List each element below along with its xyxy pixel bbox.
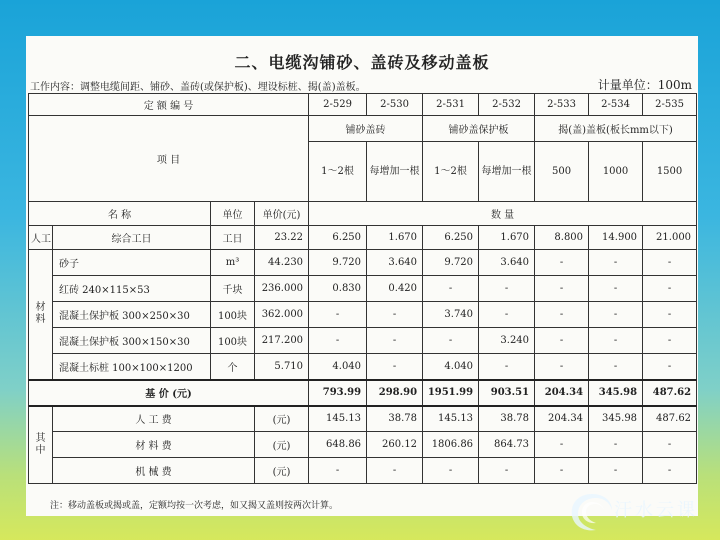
value-cell: 1.670: [367, 226, 423, 250]
value-cell: 487.62: [643, 380, 697, 406]
value-cell: -: [643, 432, 697, 458]
subhead-cell: 每增加一根: [479, 142, 535, 202]
cost-unit: (元): [255, 458, 309, 484]
code-cell: 2-532: [479, 94, 535, 116]
labor-price: 23.22: [255, 226, 309, 250]
value-cell: -: [589, 354, 643, 380]
material-unit: 100块: [211, 302, 255, 328]
value-cell: -: [367, 458, 423, 484]
material-row: [29, 328, 697, 354]
header-codes-row: [29, 94, 697, 116]
code-cell: 2-534: [589, 94, 643, 116]
cost-unit: (元): [255, 432, 309, 458]
value-cell: -: [589, 458, 643, 484]
value-cell: -: [367, 302, 423, 328]
page-title: 二、电缆沟铺砂、盖砖及移动盖板: [234, 53, 490, 72]
value-cell: -: [423, 458, 479, 484]
base-price-label: 基 价 (元): [29, 380, 309, 406]
value-cell: 0.420: [367, 276, 423, 302]
value-cell: -: [479, 354, 535, 380]
value-cell: 21.000: [643, 226, 697, 250]
value-cell: 487.62: [643, 406, 697, 432]
cost-unit: (元): [255, 406, 309, 432]
subhead-cell: 1～2根: [423, 142, 479, 202]
subhead-cell: 每增加一根: [367, 142, 423, 202]
subhead-cell: 500: [535, 142, 589, 202]
material-row: [29, 354, 697, 380]
value-cell: -: [643, 302, 697, 328]
material-price: 236.000: [255, 276, 309, 302]
of-which-category: 其中: [29, 406, 53, 484]
labor-row: [29, 226, 697, 250]
material-unit: m³: [211, 250, 255, 276]
labor-name: 综合工日: [53, 226, 211, 250]
value-cell: -: [535, 328, 589, 354]
quota-table: [28, 93, 697, 484]
group-cell: 揭(盖)盖板(板长mm以下): [535, 116, 697, 142]
price-col-label: 单价(元): [255, 202, 309, 226]
value-cell: 345.98: [589, 406, 643, 432]
unit-col-label: 单位: [211, 202, 255, 226]
value-cell: 9.720: [309, 250, 367, 276]
value-cell: 3.240: [479, 328, 535, 354]
value-cell: 8.800: [535, 226, 589, 250]
value-cell: -: [643, 276, 697, 302]
item-label: 项 目: [29, 116, 309, 202]
value-cell: -: [535, 276, 589, 302]
value-cell: -: [589, 432, 643, 458]
value-cell: -: [309, 302, 367, 328]
value-cell: 648.86: [309, 432, 367, 458]
value-cell: -: [589, 302, 643, 328]
header-columns-row: [29, 202, 697, 226]
value-cell: 145.13: [309, 406, 367, 432]
value-cell: 793.99: [309, 380, 367, 406]
value-cell: 204.34: [535, 406, 589, 432]
value-cell: -: [367, 328, 423, 354]
footnote: 注：移动盖板或揭或盖，定额均按一次考虑，如又揭又盖则按两次计算。: [50, 501, 339, 511]
material-price: 362.000: [255, 302, 309, 328]
quantity-label: 数 量: [309, 202, 697, 226]
material-name: 混凝土保护板 300×250×30: [53, 302, 211, 328]
value-cell: 38.78: [479, 406, 535, 432]
value-cell: -: [589, 328, 643, 354]
material-unit: 千块: [211, 276, 255, 302]
material-category: 材料: [29, 250, 53, 380]
value-cell: 3.640: [479, 250, 535, 276]
code-cell: 2-529: [309, 94, 367, 116]
value-cell: -: [643, 250, 697, 276]
value-cell: 345.98: [589, 380, 643, 406]
value-cell: 38.78: [367, 406, 423, 432]
subhead-cell: 1～2根: [309, 142, 367, 202]
group-cell: 铺砂盖砖: [309, 116, 423, 142]
base-price-row: [29, 380, 697, 406]
value-cell: -: [589, 250, 643, 276]
material-price: 5.710: [255, 354, 309, 380]
value-cell: 260.12: [367, 432, 423, 458]
material-row: [29, 250, 697, 276]
cost-name: 人 工 费: [53, 406, 255, 432]
group-cell: 铺砂盖保护板: [423, 116, 535, 142]
value-cell: -: [479, 276, 535, 302]
value-cell: 1.670: [479, 226, 535, 250]
cost-row: [29, 458, 697, 484]
material-unit: 100块: [211, 328, 255, 354]
cost-name: 机 械 费: [53, 458, 255, 484]
value-cell: -: [367, 354, 423, 380]
value-cell: -: [423, 276, 479, 302]
cost-row: [29, 432, 697, 458]
material-price: 217.200: [255, 328, 309, 354]
value-cell: -: [535, 432, 589, 458]
material-unit: 个: [211, 354, 255, 380]
value-cell: -: [643, 458, 697, 484]
value-cell: 4.040: [309, 354, 367, 380]
material-name: 红砖 240×115×53: [53, 276, 211, 302]
value-cell: 3.640: [367, 250, 423, 276]
value-cell: -: [479, 302, 535, 328]
measure-unit: 计量单位：100m: [597, 78, 692, 92]
material-name: 混凝土标桩 100×100×1200: [53, 354, 211, 380]
value-cell: -: [643, 354, 697, 380]
code-cell: 2-530: [367, 94, 423, 116]
value-cell: 864.73: [479, 432, 535, 458]
value-cell: 0.830: [309, 276, 367, 302]
value-cell: -: [309, 328, 367, 354]
value-cell: 1951.99: [423, 380, 479, 406]
value-cell: -: [535, 354, 589, 380]
work-content: 工作内容：调整电缆间距、铺砂、盖砖(或保护板)、埋设标桩、揭(盖)盖板。: [30, 82, 366, 93]
value-cell: 903.51: [479, 380, 535, 406]
header-groups-row: [29, 116, 697, 142]
material-name: 混凝土保护板 300×150×30: [53, 328, 211, 354]
labor-category: 人工: [29, 226, 53, 250]
material-row: [29, 276, 697, 302]
value-cell: -: [423, 328, 479, 354]
value-cell: 4.040: [423, 354, 479, 380]
value-cell: 9.720: [423, 250, 479, 276]
code-cell: 2-531: [423, 94, 479, 116]
labor-unit: 工日: [211, 226, 255, 250]
value-cell: 1806.86: [423, 432, 479, 458]
watermark-swirl-icon: [566, 488, 618, 534]
value-cell: -: [479, 458, 535, 484]
value-cell: -: [535, 458, 589, 484]
material-row: [29, 302, 697, 328]
value-cell: 145.13: [423, 406, 479, 432]
cost-row: [29, 406, 697, 432]
value-cell: -: [643, 328, 697, 354]
material-price: 44.230: [255, 250, 309, 276]
value-cell: 6.250: [309, 226, 367, 250]
value-cell: 298.90: [367, 380, 423, 406]
name-col-label: 名 称: [29, 202, 211, 226]
value-cell: 14.900: [589, 226, 643, 250]
value-cell: 6.250: [423, 226, 479, 250]
code-cell: 2-535: [643, 94, 697, 116]
material-name: 砂子: [53, 250, 211, 276]
value-cell: -: [589, 276, 643, 302]
value-cell: 3.740: [423, 302, 479, 328]
value-cell: -: [309, 458, 367, 484]
quota-no-label: 定 额 编 号: [29, 94, 309, 116]
document-sheet: [26, 36, 698, 516]
code-cell: 2-533: [535, 94, 589, 116]
cost-name: 材 料 费: [53, 432, 255, 458]
watermark-text: 汗水云课: [614, 500, 698, 521]
value-cell: -: [535, 302, 589, 328]
subhead-cell: 1000: [589, 142, 643, 202]
value-cell: -: [535, 250, 589, 276]
watermark-logo: [566, 488, 716, 536]
subhead-cell: 1500: [643, 142, 697, 202]
value-cell: 204.34: [535, 380, 589, 406]
